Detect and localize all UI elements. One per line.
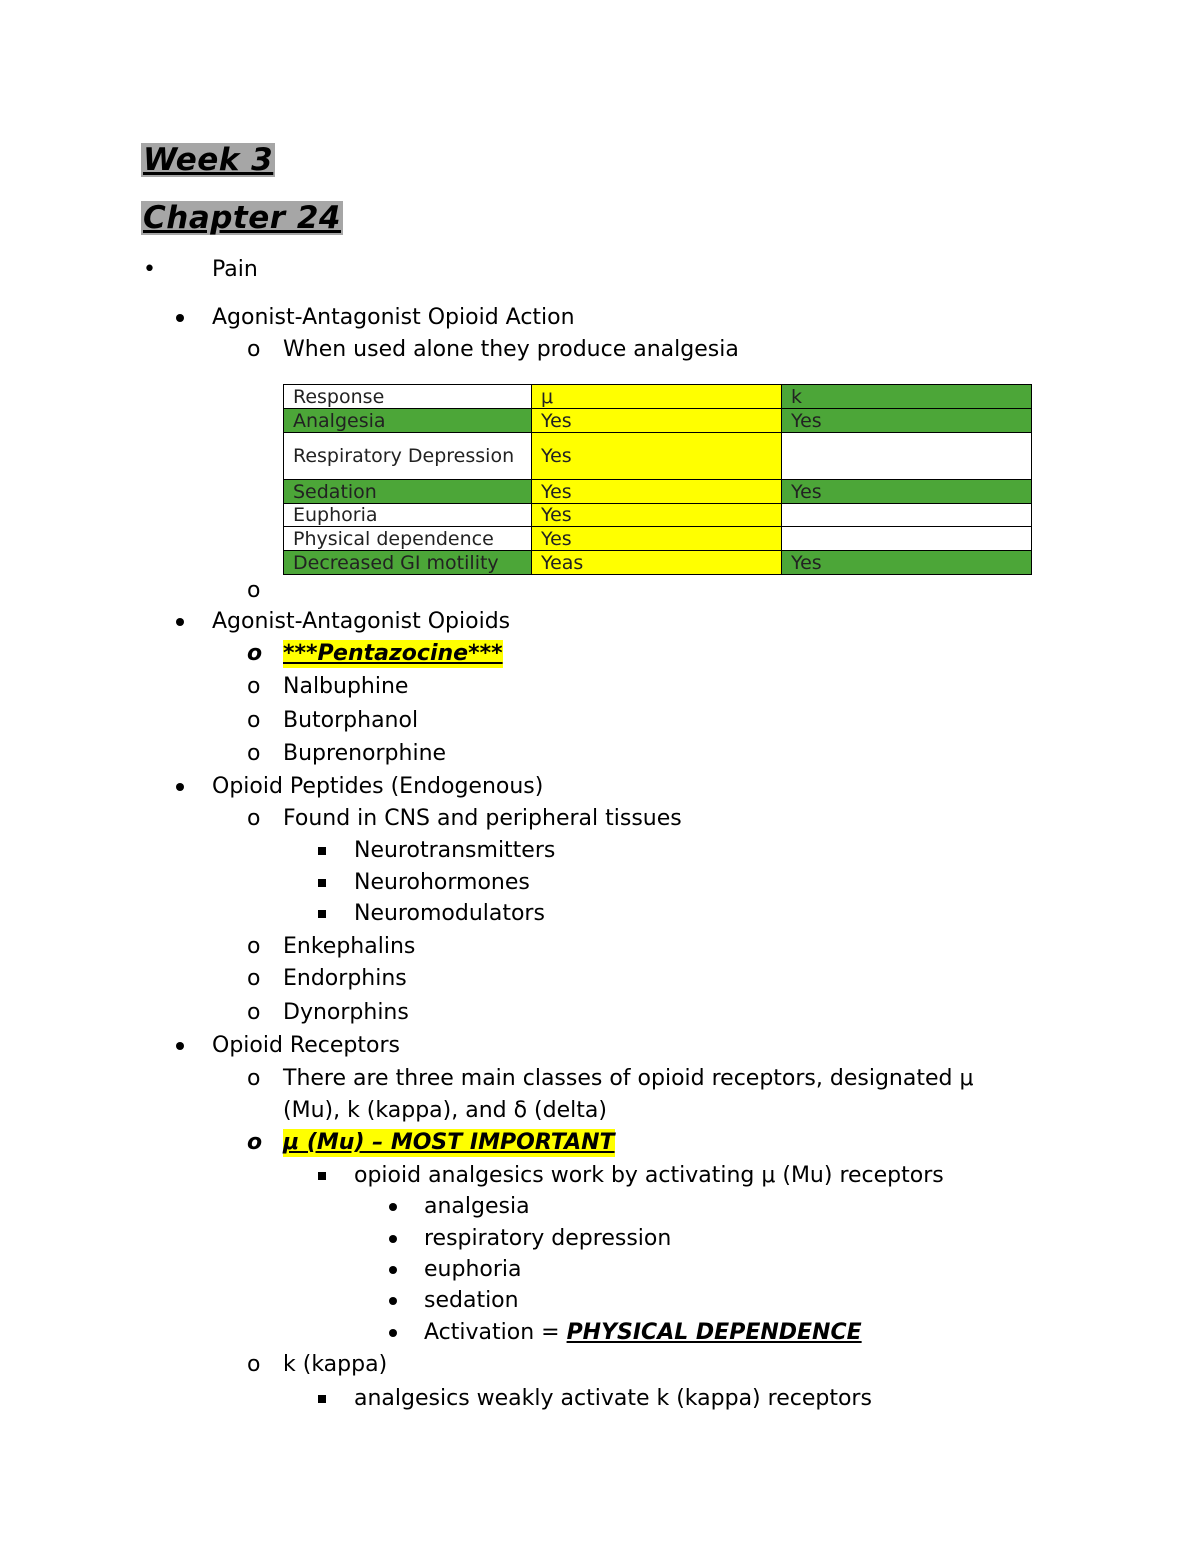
bullet-marker (176, 618, 184, 626)
bullet-marker (389, 1329, 397, 1337)
bullet-marker: • (143, 257, 156, 282)
table-row (284, 433, 1032, 480)
sub-bullet-marker: o (247, 806, 261, 831)
table-cell: Yes (532, 480, 782, 504)
table-row (284, 409, 1032, 433)
item-activation (424, 1319, 862, 1347)
item-mu-detail: opioid analgesics work by activating μ (Mu) receptors (354, 1163, 944, 1188)
table-cell: Yes (782, 409, 1032, 433)
item-opioid-receptors: Opioid Receptors (212, 1033, 400, 1058)
receptor-response-table (283, 384, 1032, 575)
item-classes-line2: (Mu), k (kappa), and δ (delta) (283, 1098, 607, 1123)
bullet-marker (176, 1042, 184, 1050)
item-buprenorphine: Buprenorphine (283, 741, 447, 766)
square-bullet-marker (318, 879, 326, 887)
item-pain: Pain (212, 257, 258, 282)
item-effect-respiratory: respiratory depression (424, 1226, 672, 1251)
sub-bullet-marker: o (247, 741, 261, 766)
table-row (284, 551, 1032, 575)
table-cell (782, 433, 1032, 480)
chapter-heading: Chapter 24 (143, 200, 341, 236)
item-dynorphins: Dynorphins (283, 1000, 409, 1025)
table-cell: Decreased GI motility (284, 551, 532, 575)
bullet-marker (176, 783, 184, 791)
item-agonist-action: Agonist-Antagonist Opioid Action (212, 305, 575, 330)
table-cell: Euphoria (284, 504, 532, 527)
item-enkephalins: Enkephalins (283, 934, 416, 959)
item-butorphanol: Butorphanol (283, 708, 419, 733)
sub-bullet-marker: o (247, 578, 261, 603)
sub-bullet-marker: o (247, 966, 261, 991)
table-cell: Yes (532, 433, 782, 480)
item-found-in: Found in CNS and peripheral tissues (283, 806, 682, 831)
table-cell: Yes (532, 527, 782, 551)
sub-bullet-marker: o (247, 1352, 261, 1377)
item-effect-analgesia: analgesia (424, 1194, 530, 1219)
table-row (284, 504, 1032, 527)
item-effect-sedation: sedation (424, 1288, 519, 1313)
activation-value: PHYSICAL DEPENDENCE (566, 1320, 862, 1345)
item-endorphins: Endorphins (283, 966, 407, 991)
bullet-marker (389, 1297, 397, 1305)
item-opioid-peptides: Opioid Peptides (Endogenous) (212, 774, 544, 799)
item-classes-line1: There are three main classes of opioid receptors, designated μ (283, 1066, 974, 1091)
item-neurohormones: Neurohormones (354, 870, 530, 895)
table-header-row (284, 385, 1032, 409)
item-mu-most-important: μ (Mu) – MOST IMPORTANT (283, 1130, 615, 1155)
bullet-marker (176, 314, 184, 322)
sub-bullet-marker: o (247, 1066, 261, 1091)
sub-bullet-marker: o (247, 337, 261, 362)
sub-bullet-marker: o (247, 1000, 261, 1025)
square-bullet-marker (318, 1172, 326, 1180)
sub-bullet-marker: o (247, 674, 261, 699)
item-kappa-detail: analgesics weakly activate k (kappa) receptors (354, 1386, 872, 1411)
table-cell: Analgesia (284, 409, 532, 433)
table-cell (782, 527, 1032, 551)
item-agonist-action-sub: When used alone they produce analgesia (283, 337, 739, 362)
table-cell: Yes (782, 480, 1032, 504)
item-neuromodulators: Neuromodulators (354, 901, 545, 926)
sub-bullet-marker: o (247, 641, 263, 666)
table-cell: Yes (782, 551, 1032, 575)
bullet-marker (389, 1266, 397, 1274)
activation-prefix: Activation = (424, 1320, 567, 1345)
table-cell: Respiratory Depression (284, 433, 532, 480)
week-heading: Week 3 (143, 142, 274, 178)
header-mu: μ (532, 385, 782, 409)
square-bullet-marker (318, 1395, 326, 1403)
item-agonist-opioids: Agonist-Antagonist Opioids (212, 609, 511, 634)
table-cell: Yes (532, 504, 782, 527)
item-pentazocine: ***Pentazocine*** (283, 641, 503, 666)
bullet-marker (389, 1235, 397, 1243)
sub-bullet-marker: o (247, 934, 261, 959)
table-cell: Yeas (532, 551, 782, 575)
square-bullet-marker (318, 910, 326, 918)
item-kappa: k (kappa) (283, 1352, 388, 1377)
table-cell: Yes (532, 409, 782, 433)
square-bullet-marker (318, 847, 326, 855)
table-row (284, 527, 1032, 551)
header-response: Response (284, 385, 532, 409)
table-cell: Sedation (284, 480, 532, 504)
table-row (284, 480, 1032, 504)
bullet-marker (389, 1203, 397, 1211)
item-effect-euphoria: euphoria (424, 1257, 522, 1282)
header-kappa: k (782, 385, 1032, 409)
table-cell: Physical dependence (284, 527, 532, 551)
sub-bullet-marker: o (247, 708, 261, 733)
table-cell (782, 504, 1032, 527)
item-neurotransmitters: Neurotransmitters (354, 838, 556, 863)
item-nalbuphine: Nalbuphine (283, 674, 409, 699)
sub-bullet-marker: o (247, 1130, 263, 1155)
